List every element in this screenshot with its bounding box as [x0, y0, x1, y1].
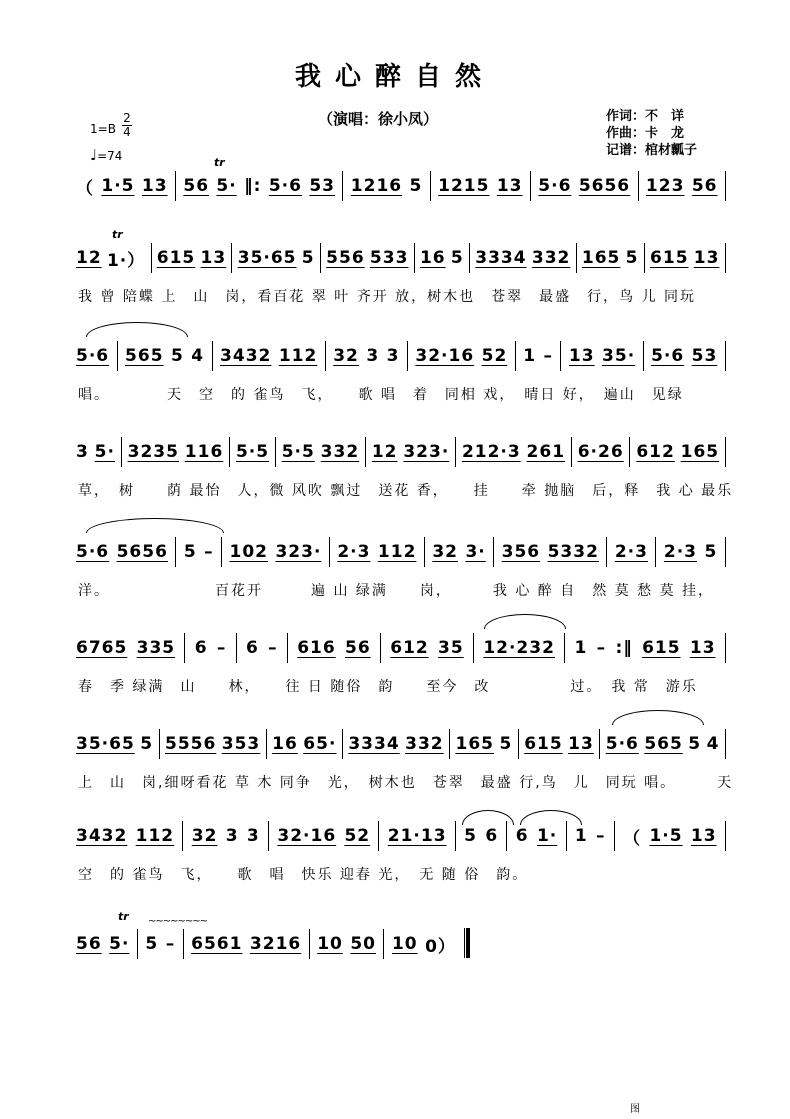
note-group: 612 [636, 442, 675, 462]
note-group: 35·65 [237, 248, 297, 268]
barline [493, 537, 494, 567]
note-group: 1· [536, 826, 558, 846]
note-group: （ [623, 828, 642, 849]
note-group: 13 [496, 176, 523, 196]
note-group: 16 [419, 248, 446, 268]
barline [175, 171, 176, 201]
barline [530, 171, 531, 201]
notation-line [76, 170, 726, 202]
corner-mark: 图 [630, 1104, 640, 1115]
note-group: 332 [405, 734, 444, 754]
barline [182, 821, 183, 851]
barline [325, 341, 326, 371]
note-group: 612 [390, 638, 429, 658]
note-group: 2·3 [614, 542, 648, 562]
note-group: 1 [574, 826, 588, 846]
note-group: 2·3 [663, 542, 697, 562]
note-group: 65· [303, 734, 337, 754]
note-group: 13 [689, 638, 716, 658]
note-group: 2·3 [337, 542, 371, 562]
lyric-line: 唱。 天 空 的 雀鸟 飞， 歌 唱 着 同相 戏， 晴日 好， 遍山 见绿 [78, 387, 684, 403]
barline [414, 243, 415, 273]
barline [378, 821, 379, 851]
notation-line [76, 632, 726, 664]
trill-mark: tr [112, 228, 123, 241]
note-group: 5 [450, 248, 464, 268]
note-group: 32 [191, 826, 218, 846]
note-group: 102 [229, 542, 269, 562]
note-group: 165 [581, 248, 621, 268]
barline [424, 537, 425, 567]
note-group: 1 [523, 346, 537, 366]
barline [515, 341, 516, 371]
note-group: 565 [644, 734, 683, 754]
note-group: 615 [642, 638, 681, 658]
note-group: 32 [333, 346, 359, 366]
barline [469, 243, 470, 273]
lyric-line: 洋。 百花开 遍 山 绿满 岗， 我 心 醉 自 然 莫 愁 莫 挂， [78, 583, 715, 599]
barline [183, 929, 184, 959]
score-row [0, 340, 790, 450]
lyric-line: 我 曾 陪蝶 上 山 岗，看百花 翠 叶 齐开 放，树木也 苍翠 最盛 行，鸟 儿 同玩 [78, 289, 697, 305]
note-group: – [165, 934, 176, 954]
note-group: 5 [464, 826, 478, 846]
barline [320, 243, 321, 273]
barline [229, 437, 230, 467]
note-group: 56 [344, 638, 371, 658]
note-group: 353 [221, 734, 261, 754]
note-group: 13 [568, 346, 595, 366]
note-group: 3334 [348, 734, 400, 754]
lyric-line: 草， 树 荫 最怡 人，微 风吹 飘过 送花 香， 挂 牵 抛脑 后，释 我 心 最乐 [78, 483, 734, 499]
barline [564, 633, 565, 663]
note-group: 5656 [578, 176, 631, 196]
note-group: 6 [515, 826, 529, 846]
barline [725, 243, 726, 273]
notation-line [76, 928, 456, 960]
note-group: 3432 [76, 826, 128, 846]
note-group: 335 [136, 638, 176, 658]
key-signature: 1=B [90, 122, 116, 136]
note-group: 12 [76, 248, 102, 268]
barline [287, 633, 288, 663]
note-group: 556 [326, 248, 365, 268]
score-row [0, 536, 790, 646]
note-group: 12 [371, 442, 398, 462]
note-group: 116 [184, 442, 224, 462]
notation-line [76, 536, 726, 568]
note-group: 356 [501, 542, 541, 562]
barline [221, 537, 222, 567]
note-group: – [268, 638, 278, 658]
note-group: 6 [245, 638, 259, 658]
barline [430, 171, 431, 201]
note-group: 5 [688, 734, 702, 754]
note-group: 1·5 [649, 826, 683, 846]
note-group: 6561 [191, 934, 243, 954]
note-group: 5· [109, 934, 130, 954]
barline [725, 821, 726, 851]
note-group: 5556 [164, 734, 217, 754]
note-group: 5 [499, 734, 513, 754]
quarter-note-icon: ♩ [90, 146, 98, 164]
barline [329, 537, 330, 567]
note-group: 5·6 [651, 346, 685, 366]
note-group: – [596, 826, 606, 846]
trill-mark: tr [118, 910, 129, 923]
barline [455, 437, 456, 467]
barline [725, 633, 726, 663]
lyric-line: 上 山 岗,细呀看花 草 木 同争 光， 树木也 苍翠 最盛 行,鸟 儿 同玩 唱。 天 [78, 775, 734, 791]
barline [342, 171, 343, 201]
note-group: （ [76, 178, 94, 199]
barline [151, 243, 152, 273]
note-group: 323· [403, 442, 450, 462]
song-title: 我心醉自然 [294, 62, 495, 92]
barline [236, 633, 237, 663]
barline [184, 633, 185, 663]
note-group: 53 [691, 346, 718, 366]
barline [275, 437, 276, 467]
barline [725, 537, 726, 567]
note-group: 6765 [76, 638, 128, 658]
note-group: 5·5 [281, 442, 315, 462]
barline [638, 171, 639, 201]
note-group: 212·3 [461, 442, 521, 462]
note-group: 261 [526, 442, 566, 462]
note-group: 5 [301, 248, 315, 268]
note-group: – [216, 638, 227, 658]
tempo-marking [90, 146, 122, 164]
note-group: 4 [706, 734, 720, 754]
note-group: 1215 [438, 176, 490, 196]
note-group: 112 [135, 826, 175, 846]
note-group: 323· [275, 542, 322, 562]
note-group: 32·16 [277, 826, 337, 846]
note-group: 615 [650, 248, 689, 268]
notation-line [76, 436, 726, 468]
note-group: 165 [455, 734, 495, 754]
note-group: 123 [645, 176, 685, 196]
barline [365, 437, 366, 467]
barline [380, 633, 381, 663]
barline [121, 437, 122, 467]
note-group: 32 [432, 542, 458, 562]
barline [159, 729, 160, 759]
note-group: 5332 [547, 542, 599, 562]
composer-credit: 作曲：卡 龙 [606, 126, 685, 141]
note-group: – [204, 542, 214, 562]
score-row [0, 632, 790, 742]
note-group: 10 [317, 934, 343, 954]
barline [629, 437, 630, 467]
lyric-line: 春 季 绿满 山 林， 往 日 随俗 韵 至今 改 过。 我 常 游乐 [78, 679, 698, 695]
barline [643, 341, 644, 371]
note-group: 5 [704, 542, 718, 562]
lyricist-credit: 作词：不 详 [606, 109, 685, 124]
note-group: 533 [369, 248, 409, 268]
notation-line [76, 340, 726, 372]
note-group: 565 [125, 346, 164, 366]
barline [576, 243, 577, 273]
notation-line [76, 820, 726, 852]
note-group: 53 [309, 176, 335, 196]
note-group: 16 [272, 734, 298, 754]
note-group: 3216 [249, 934, 302, 954]
note-group: 5·6 [605, 734, 639, 754]
note-group: 13 [693, 248, 720, 268]
note-group: 332 [320, 442, 360, 462]
final-barline [464, 928, 470, 958]
note-group: 35·65 [76, 734, 135, 754]
barline [383, 929, 384, 959]
note-group: 5·5 [235, 442, 270, 462]
time-signature-bottom: 4 [123, 125, 131, 139]
note-group: 5· [216, 176, 237, 196]
note-group: 615 [524, 734, 563, 754]
barline [599, 729, 600, 759]
note-group: 1·） [106, 250, 146, 271]
note-group: 56 [183, 176, 210, 196]
notation-line [76, 728, 726, 760]
barline [212, 341, 213, 371]
note-group: 56 [691, 176, 718, 196]
note-group: 1216 [350, 176, 403, 196]
tempo-value: =74 [97, 149, 123, 163]
barline [117, 341, 118, 371]
note-group: 3· [465, 542, 486, 562]
note-group: – [543, 346, 553, 366]
note-group: 5 [145, 934, 159, 954]
note-group: 0） [425, 936, 456, 957]
barline [137, 929, 138, 959]
note-group: 3432 [220, 346, 272, 366]
barline [571, 437, 572, 467]
trill-wave-icon: ~~~~~~~~ [148, 916, 208, 927]
note-group: 6 [485, 826, 499, 846]
note-group: 112 [377, 542, 417, 562]
barline [268, 821, 269, 851]
barline [725, 729, 726, 759]
note-group: 5656 [116, 542, 168, 562]
transcriber-credit: 记谱：棺材瓤子 [606, 143, 698, 158]
note-group: 35 [438, 638, 464, 658]
barline [725, 341, 726, 371]
barline [266, 729, 267, 759]
singer-credit: （演唱：徐小凤） [318, 110, 439, 128]
barline [566, 821, 567, 851]
note-group: 5·6 [268, 176, 302, 196]
barline [560, 341, 561, 371]
note-group: 5 [409, 176, 423, 196]
note-group: 5 [140, 734, 154, 754]
notation-line [76, 242, 726, 274]
note-group: 12·232 [483, 638, 555, 658]
barline [342, 729, 343, 759]
time-signature-top: 2 [123, 111, 131, 125]
note-group: 5 [625, 248, 639, 268]
note-group: 616 [297, 638, 336, 658]
barline [506, 821, 507, 851]
note-group: 13 [690, 826, 717, 846]
note-group: 112 [278, 346, 318, 366]
note-group: 50 [350, 934, 376, 954]
note-group: :‖ [615, 638, 633, 658]
score-row [0, 910, 790, 1038]
note-group: 3 [366, 346, 380, 366]
note-group: 5·6 [76, 346, 110, 366]
note-group: 21·13 [387, 826, 447, 846]
barline [725, 171, 726, 201]
note-group: 3 [246, 826, 260, 846]
barline [473, 633, 474, 663]
note-group: 13 [141, 176, 168, 196]
note-group: 3 [76, 442, 89, 462]
note-group: 13 [200, 248, 227, 268]
note-group: 1·5 [101, 176, 135, 196]
barline [231, 243, 232, 273]
barline [175, 537, 176, 567]
barline [518, 729, 519, 759]
note-group: – [596, 638, 607, 658]
trill-mark: tr [214, 156, 225, 169]
note-group: 5·6 [538, 176, 572, 196]
lyric-line: 空 的 雀鸟 飞， 歌 唱 快乐 迎春 光， 无 随 俗 韵。 [78, 867, 529, 883]
barline [606, 537, 607, 567]
barline [655, 537, 656, 567]
barline [614, 821, 615, 851]
barline [449, 729, 450, 759]
note-group: ‖: [244, 176, 262, 196]
note-group: 332 [531, 248, 571, 268]
barline [309, 929, 310, 959]
barline [455, 821, 456, 851]
note-group: 3334 [475, 248, 527, 268]
note-group: 3235 [127, 442, 179, 462]
note-group: 6·26 [577, 442, 624, 462]
note-group: 5 [183, 542, 197, 562]
note-group: 615 [156, 248, 196, 268]
note-group: 5·6 [76, 542, 110, 562]
note-group: 32·16 [415, 346, 475, 366]
time-signature [122, 112, 132, 139]
note-group: 4 [191, 346, 205, 366]
note-group: 13 [568, 734, 594, 754]
note-group: 5 [170, 346, 184, 366]
note-group: 52 [481, 346, 508, 366]
note-group: 35· [602, 346, 636, 366]
barline [407, 341, 408, 371]
note-group: 5· [94, 442, 115, 462]
note-group: 165 [680, 442, 720, 462]
note-group: 56 [76, 934, 102, 954]
barline [725, 437, 726, 467]
credits-block [606, 108, 697, 159]
barline [644, 243, 645, 273]
note-group: 1 [574, 638, 588, 658]
note-group: 3 [386, 346, 400, 366]
note-group: 3 [225, 826, 239, 846]
note-group: 6 [194, 638, 208, 658]
note-group: 10 [391, 934, 418, 954]
note-group: 52 [344, 826, 371, 846]
